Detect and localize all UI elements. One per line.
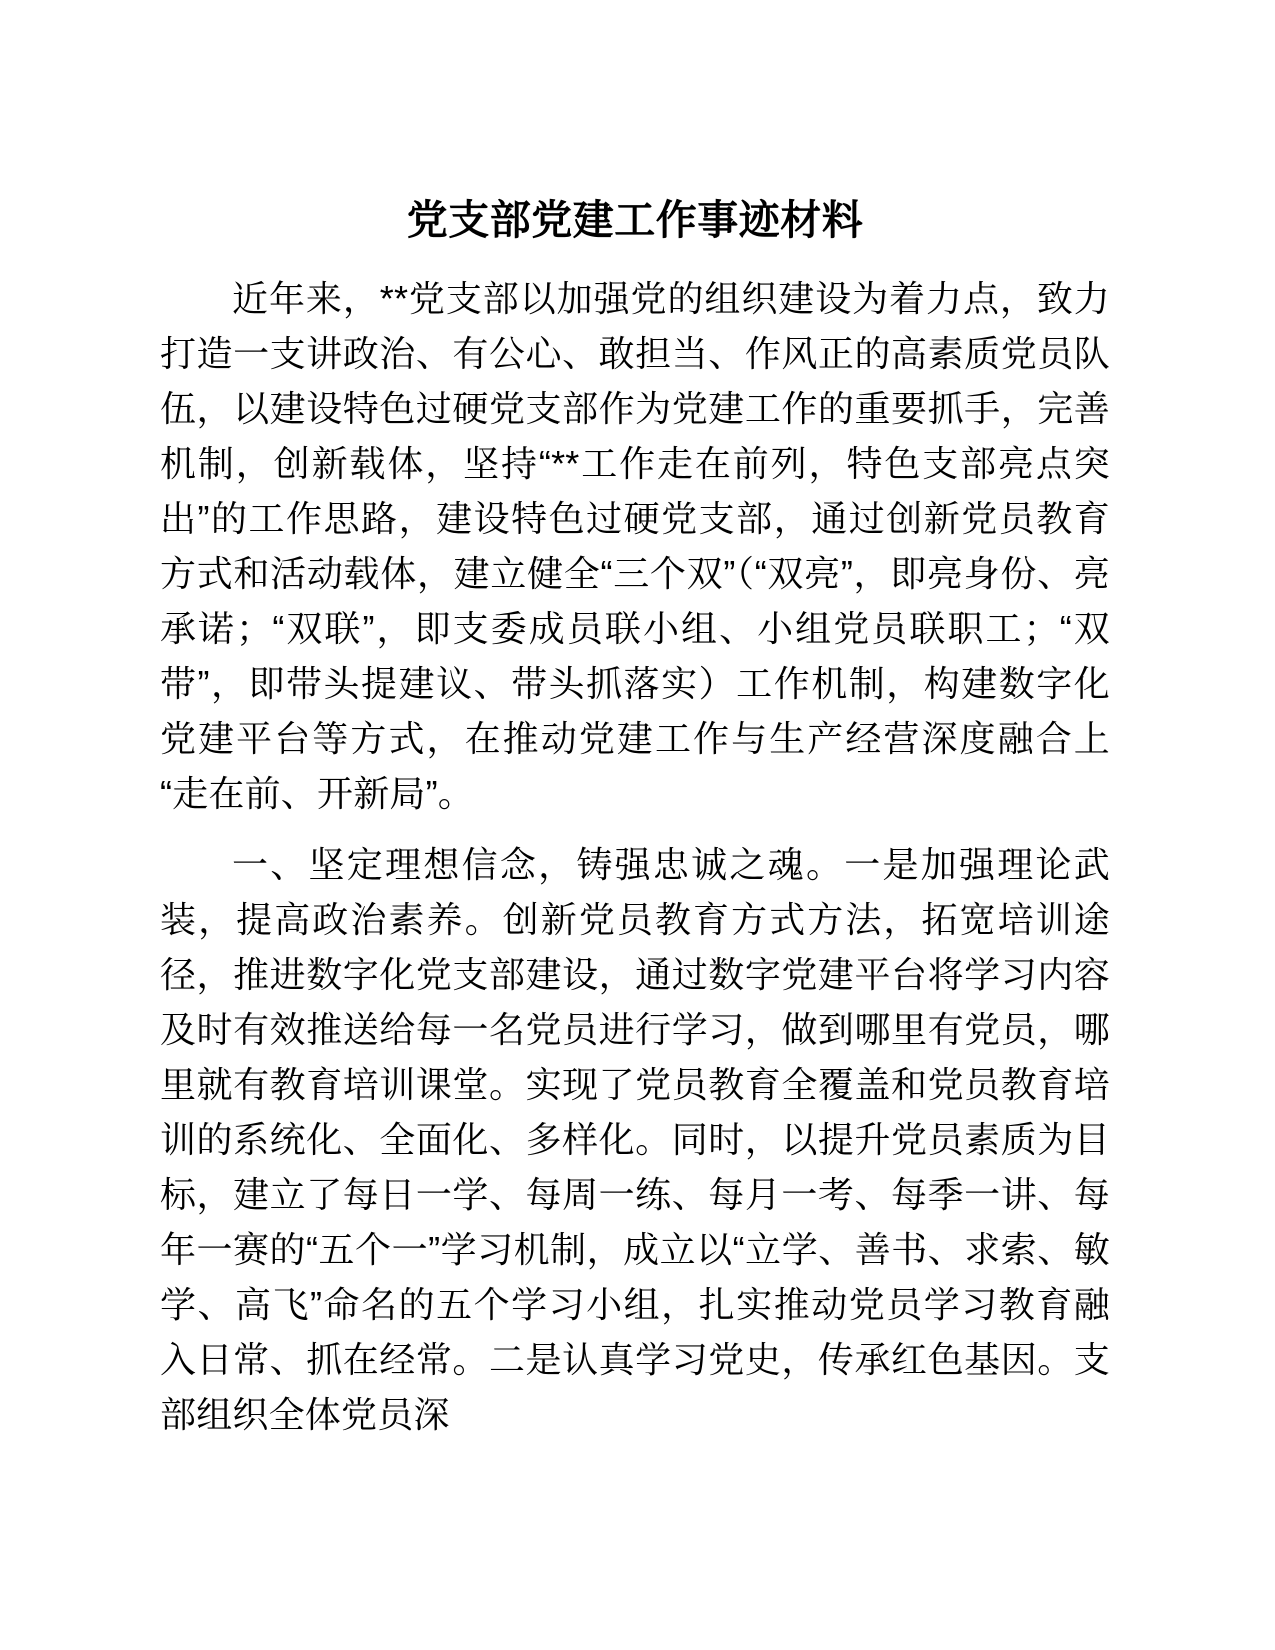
page-title: 党支部党建工作事迹材料 <box>406 197 864 243</box>
body-paragraph-1: 近年来，**党支部以加强党的组织建设为着力点，致力打造一支讲政治、有公心、敢担当、作风正的高素质党员队伍，以建设特色过硬党支部作为党建工作的重要抓手，完善机制，创新载体，坚持“**工作走在前列，特色支部亮点突出”的工作思路，建设特色过硬党支部，通过创新党员教育方式和活动载体，建立健全“三个双”（“双亮”，即亮身份、亮承诺；“双联”，即支委成员联小组、小组党员联职工；“双带”，即带头提建议、带头抓落实）工作机制，构建数字化党建平台等方式，在推动党建工作与生产经营深度融合上“走在前、开新局”。 <box>160 278 1110 815</box>
page-content-area <box>160 0 1110 1442</box>
body-paragraph-2: 一、坚定理想信念，铸强忠诚之魂。一是加强理论武装，提高政治素养。创新党员教育方式方法，拓宽培训途径，推进数字化党支部建设，通过数字党建平台将学习内容及时有效推送给每一名党员进行学习，做到哪里有党员，哪里就有教育培训课堂。实现了党员教育全覆盖和党员教育培训的系统化、全面化、多样化。同时，以提升党员素质为目标，建立了每日一学、每周一练、每月一考、每季一讲、每年一赛的“五个一”学习机制，成立以“立学、善书、求索、敏学、高飞”命名的五个学习小组，扎实推动党员学习教育融入日常、抓在经常。二是认真学习党史，传承红色基因。支部组织全体党员深 <box>160 844 1110 1436</box>
document-body <box>160 271 1110 1442</box>
paragraph-spacer <box>160 827 1110 837</box>
